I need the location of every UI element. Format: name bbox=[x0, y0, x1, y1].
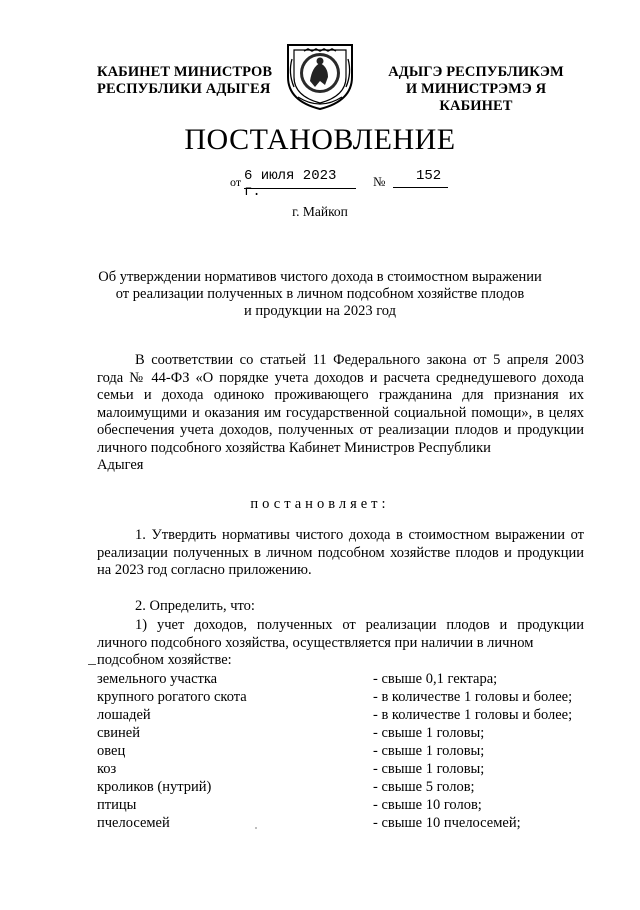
item-2-paragraph: 2. Определить, что: bbox=[135, 598, 255, 614]
issuer-adyghe-line1: АДЫГЭ РЕСПУБЛИКЭМ bbox=[388, 64, 564, 80]
list-item bbox=[97, 761, 592, 779]
condition-value: - свыше 1 головы; bbox=[373, 725, 485, 741]
coat-of-arms-icon bbox=[282, 37, 358, 113]
subject-line3: и продукции на 2023 год bbox=[243, 303, 397, 319]
city: г. Майкоп bbox=[292, 204, 348, 219]
list-item bbox=[97, 707, 592, 725]
document-type-title: ПОСТАНОВЛЕНИЕ bbox=[184, 123, 456, 156]
condition-name: овец bbox=[97, 743, 126, 759]
margin-mark bbox=[88, 664, 96, 665]
condition-name: свиней bbox=[97, 725, 140, 741]
condition-value: - свыше 0,1 гектара; bbox=[373, 671, 498, 687]
preamble-last-line: Адыгея bbox=[97, 457, 144, 473]
item-2-1-text: 1) учет доходов, полученных от реализации плодов и продукции личного подсобного хозяйства, осуществляется при наличии в личном bbox=[97, 617, 584, 651]
subject-line1: Об утверждении нормативов чистого дохода в стоимостном выражении bbox=[98, 269, 542, 285]
list-item bbox=[97, 725, 592, 743]
issuer-adyghe bbox=[371, 64, 581, 115]
scan-speck bbox=[255, 827, 257, 829]
issuer-russian-line1: КАБИНЕТ МИНИСТРОВ bbox=[97, 64, 273, 80]
resolves-heading: постановляет: bbox=[250, 496, 390, 512]
condition-name: лошадей bbox=[97, 707, 151, 723]
document-number: 152 bbox=[393, 168, 448, 188]
item-1-paragraph: 1. Утвердить нормативы чистого дохода в стоимостном выражении от реализации полученных в личном подсобном хозяйстве плодов и продукции на 2023 год согласно приложению. bbox=[97, 527, 584, 578]
condition-value: - в количестве 1 головы и более; bbox=[373, 707, 573, 723]
list-item bbox=[97, 689, 592, 707]
list-item bbox=[97, 797, 592, 815]
condition-name: кроликов (нутрий) bbox=[97, 779, 212, 795]
preamble-text: В соответствии со статьей 11 Федерального закона от 5 апреля 2003 года № 44-ФЗ «О порядке учета доходов и расчета среднедушевого дохода семьи и дохода одиноко проживающего гражданина для признания их малоимущими и оказания им государственной социальной помощи», в целях обеспечения учета доходов, полученных от реализации плодов и продукции личного подсобного хозяйства Кабинет Министров Республики bbox=[97, 352, 584, 456]
list-item bbox=[97, 815, 592, 833]
condition-value: - свыше 1 головы; bbox=[373, 743, 485, 759]
condition-value: - свыше 10 голов; bbox=[373, 797, 482, 813]
issuer-russian bbox=[97, 64, 272, 98]
condition-value: - свыше 1 головы; bbox=[373, 761, 485, 777]
list-item bbox=[97, 779, 592, 797]
date-number-line bbox=[230, 168, 450, 200]
condition-name: птицы bbox=[97, 797, 137, 813]
condition-value: - свыше 10 пчелосемей; bbox=[373, 815, 521, 831]
condition-name: крупного рогатого скота bbox=[97, 689, 247, 705]
condition-name: коз bbox=[97, 761, 117, 777]
subject-line2: от реализации полученных в личном подсобном хозяйстве плодов bbox=[115, 286, 525, 302]
date-prefix: от bbox=[230, 175, 242, 189]
issuer-russian-line2: РЕСПУБЛИКИ АДЫГЕЯ bbox=[97, 81, 271, 97]
item-2-1-last-line: подсобном хозяйстве: bbox=[97, 652, 232, 668]
issuer-adyghe-line2: И МИНИСТРЭМЭ Я КАБИНЕТ bbox=[405, 81, 547, 114]
item-2-1-paragraph bbox=[97, 617, 584, 670]
preamble-paragraph bbox=[97, 352, 584, 475]
condition-name: земельного участка bbox=[97, 671, 218, 687]
conditions-list bbox=[97, 671, 592, 833]
condition-value: - свыше 5 голов; bbox=[373, 779, 475, 795]
condition-name: пчелосемей bbox=[97, 815, 170, 831]
document-subject bbox=[95, 269, 545, 320]
document-date: 6 июля 2023 г. bbox=[244, 168, 356, 189]
list-item bbox=[97, 743, 592, 761]
condition-value: - в количестве 1 головы и более; bbox=[373, 689, 573, 705]
number-sign: № bbox=[373, 174, 386, 189]
list-item bbox=[97, 671, 592, 689]
